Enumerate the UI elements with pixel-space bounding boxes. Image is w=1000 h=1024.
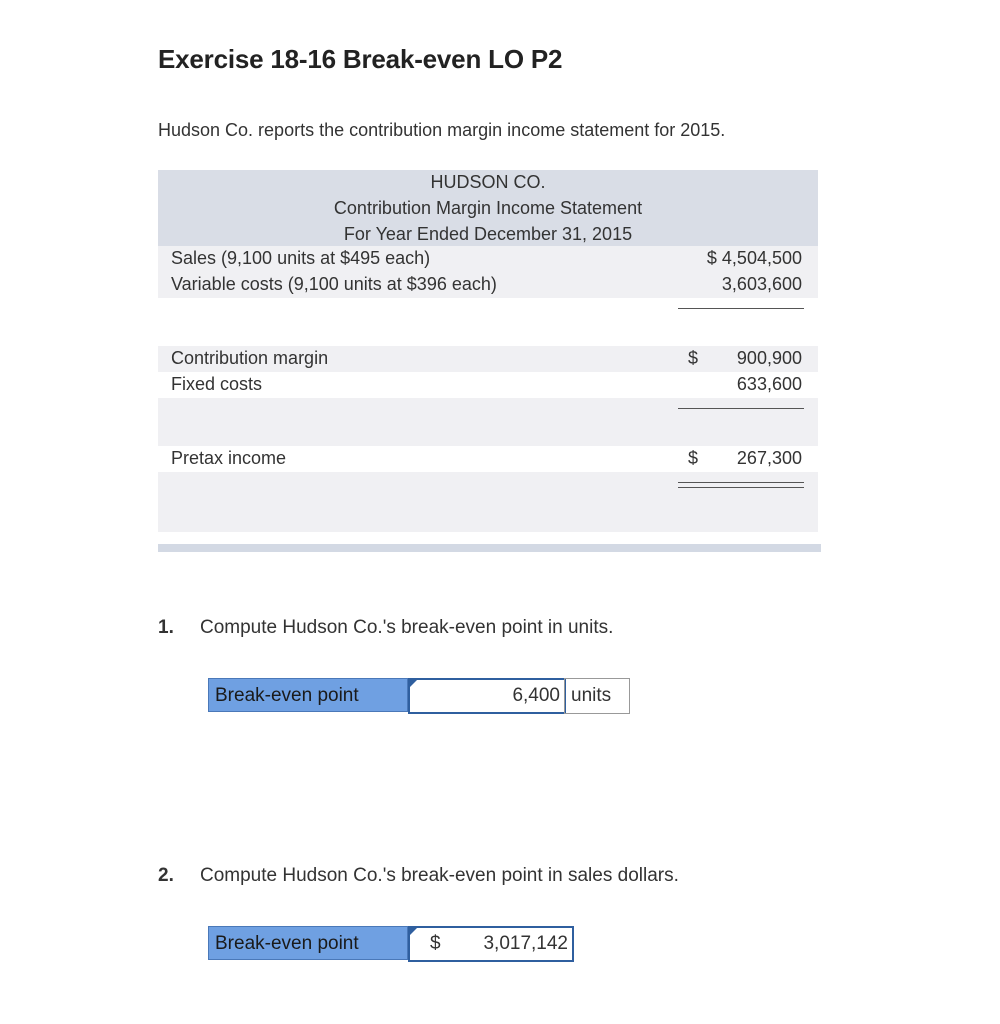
statement-name: Contribution Margin Income Statement <box>333 198 643 218</box>
subtotal-line-2 <box>678 408 804 409</box>
statement-bottom-bar <box>158 544 821 552</box>
answer-2-label: Break-even point <box>208 926 408 960</box>
statement-header <box>158 170 818 246</box>
flag-icon <box>410 927 418 935</box>
question-2-text: Compute Hudson Co.'s break-even point in sales dollars. <box>200 865 679 886</box>
contribution-margin-row <box>158 346 818 372</box>
spacer-row-2 <box>158 398 818 446</box>
answer-2-currency: $ <box>430 933 441 954</box>
total-double-line <box>678 482 804 488</box>
answer-1-label: Break-even point <box>208 678 408 712</box>
variable-costs-value: 3,603,600 <box>721 274 802 294</box>
pretax-income-row <box>158 446 818 472</box>
sales-row <box>158 246 818 272</box>
contribution-margin-label: Contribution margin <box>171 348 329 368</box>
answer-2-input[interactable] <box>408 926 574 962</box>
pretax-income-label: Pretax income <box>171 448 287 468</box>
fixed-costs-row <box>158 372 818 398</box>
question-2-number: 2. <box>158 865 174 886</box>
income-statement <box>158 170 818 468</box>
contribution-margin-currency: $ <box>688 348 699 368</box>
fixed-costs-label: Fixed costs <box>171 374 263 394</box>
sales-value: $ 4,504,500 <box>706 248 802 268</box>
answer-2-value: 3,017,142 <box>483 933 568 954</box>
answer-1-value: 6,400 <box>512 685 560 706</box>
pretax-income-value: 267,300 <box>736 448 802 468</box>
question-1-number: 1. <box>158 617 174 638</box>
variable-costs-row <box>158 272 818 298</box>
statement-period: For Year Ended December 31, 2015 <box>343 224 633 244</box>
intro-text: Hudson Co. reports the contribution margin income statement for 2015. <box>158 120 726 140</box>
fixed-costs-value: 633,600 <box>736 374 802 394</box>
answer-1-unit: units <box>564 678 630 714</box>
question-1-text: Compute Hudson Co.'s break-even point in units. <box>200 617 614 638</box>
variable-costs-label: Variable costs (9,100 units at $396 each) <box>171 274 497 294</box>
sales-label: Sales (9,100 units at $495 each) <box>171 248 431 268</box>
answer-1-input[interactable] <box>408 678 566 714</box>
spacer-row-3 <box>158 472 818 532</box>
flag-icon <box>410 679 418 687</box>
question-1 <box>158 617 613 639</box>
question-2 <box>158 865 679 887</box>
contribution-margin-value: 900,900 <box>736 348 802 368</box>
page-title: Exercise 18-16 Break-even LO P2 <box>158 44 563 74</box>
company-name: HUDSON CO. <box>430 172 546 192</box>
pretax-income-currency: $ <box>688 448 699 468</box>
spacer-row <box>158 298 818 346</box>
